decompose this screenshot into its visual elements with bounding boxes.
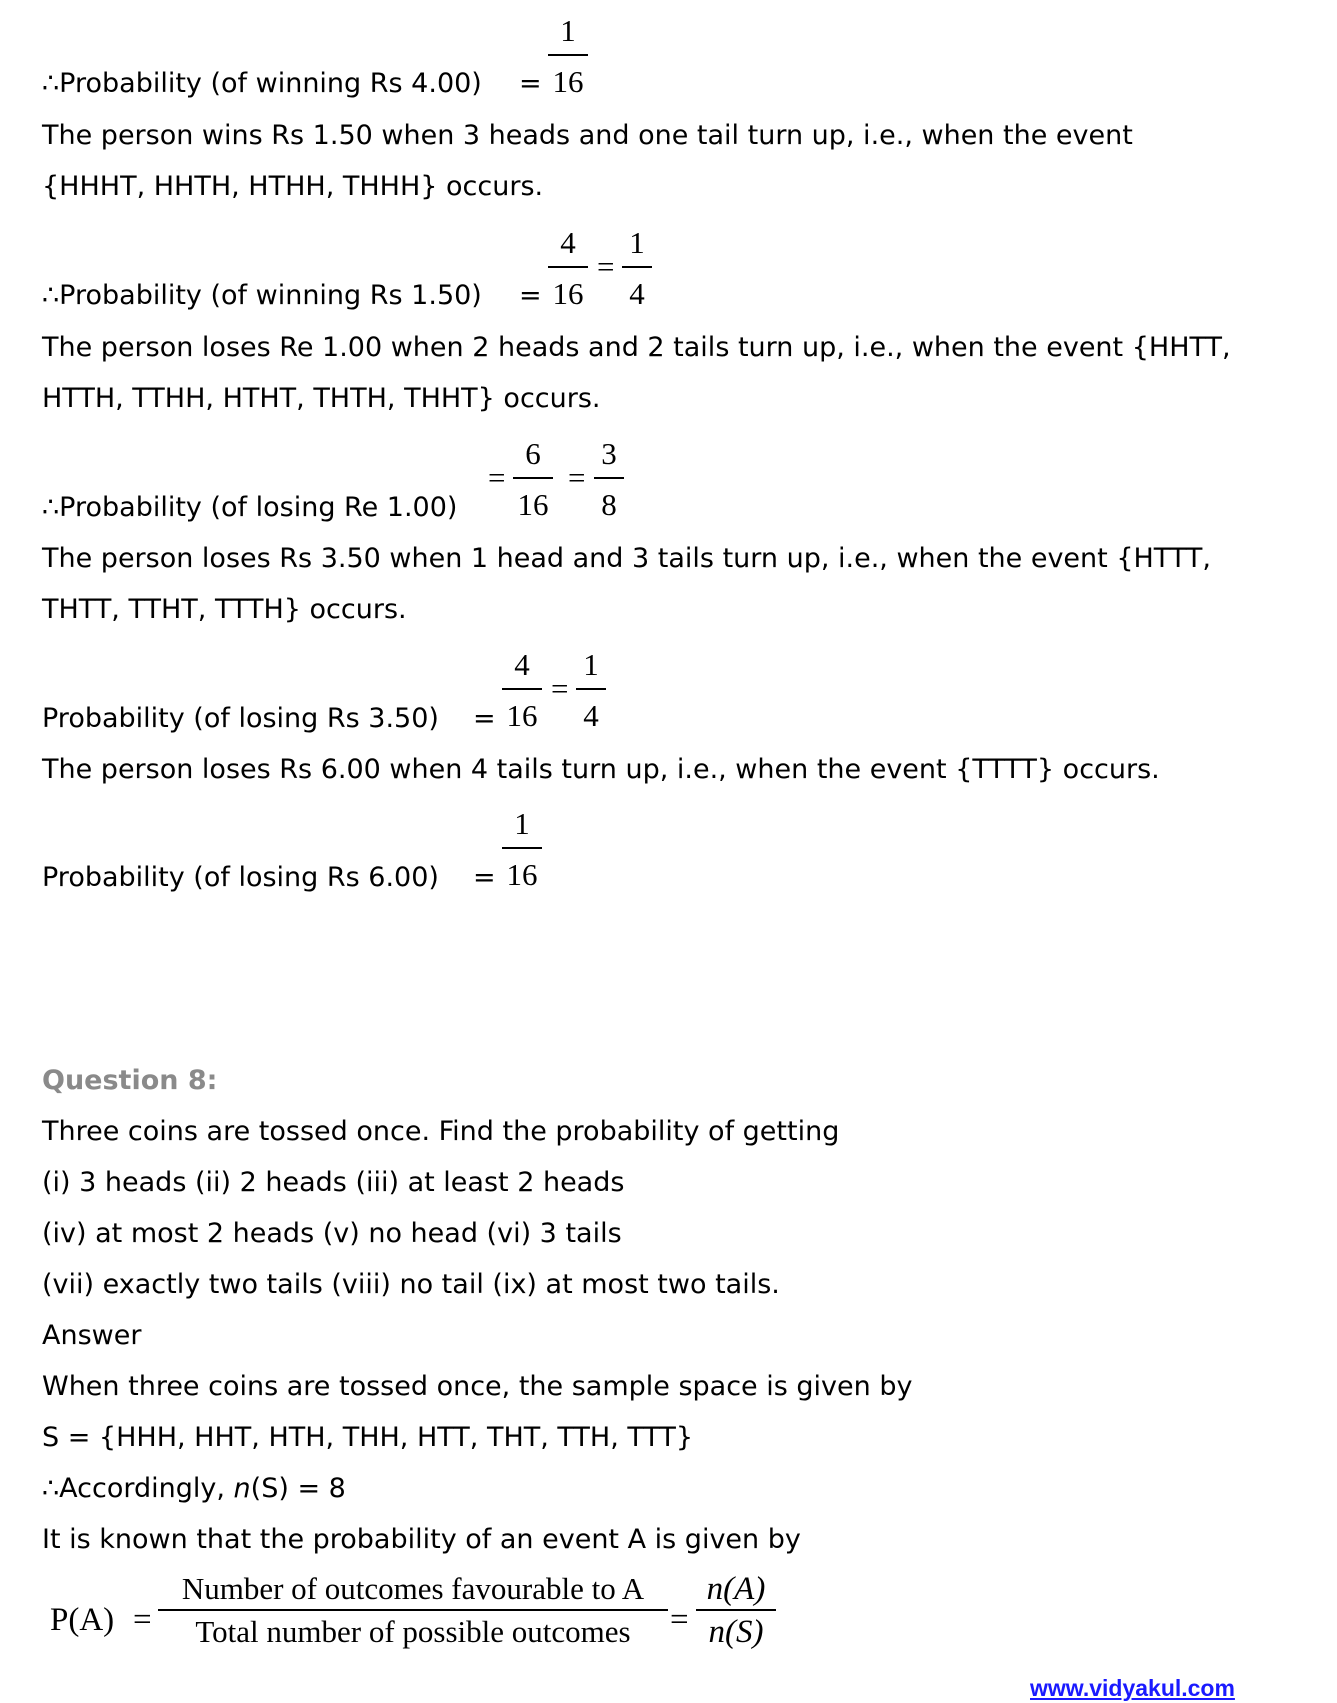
formula-main-fraction bbox=[158, 1572, 668, 1649]
answer-text: It is known that the probability of an event A is given by bbox=[42, 1524, 801, 1555]
question-text: (iv) at most 2 heads (v) no head (vi) 3 tails bbox=[42, 1218, 622, 1249]
fraction-bar bbox=[594, 477, 624, 479]
sample-count-suffix: (S) = 8 bbox=[250, 1473, 346, 1504]
fraction-1-16 bbox=[548, 14, 588, 99]
denominator: 8 bbox=[601, 487, 617, 522]
sample-count-prefix: ∴Accordingly, bbox=[42, 1473, 234, 1504]
fraction-3-8 bbox=[594, 437, 624, 522]
numerator: 4 bbox=[560, 225, 576, 260]
equals-sign: = bbox=[519, 68, 542, 99]
numerator: Number of outcomes favourable to A bbox=[181, 1571, 645, 1606]
question-heading: Question 8: bbox=[42, 1065, 218, 1096]
text-line: HTTH, TTHH, HTHT, THTH, THHT} occurs. bbox=[42, 383, 601, 414]
answer-label: Answer bbox=[42, 1320, 142, 1351]
text-line: The person loses Re 1.00 when 2 heads and 2 tails turn up, i.e., when the event {HHTT, bbox=[42, 332, 1231, 363]
denominator: 16 bbox=[506, 698, 538, 733]
fraction-bar bbox=[502, 847, 542, 849]
fraction-bar bbox=[576, 688, 606, 690]
fraction-4-16 bbox=[548, 226, 588, 311]
prob-lose-350-label: Probability (of losing Rs 3.50) bbox=[42, 703, 439, 734]
formula-lhs: P(A) bbox=[50, 1602, 115, 1638]
numerator: 6 bbox=[525, 436, 541, 471]
fraction-6-16 bbox=[513, 437, 553, 522]
formula-ratio-fraction bbox=[696, 1572, 776, 1649]
question-text: Three coins are tossed once. Find the probability of getting bbox=[42, 1116, 840, 1147]
numerator: 1 bbox=[629, 225, 645, 260]
equals-sign: = bbox=[597, 249, 615, 284]
fraction-1-16 bbox=[502, 807, 542, 892]
prob-lose-1-label: ∴Probability (of losing Re 1.00) bbox=[42, 492, 458, 523]
fraction-bar bbox=[696, 1609, 776, 1611]
equals-sign: = bbox=[670, 1602, 689, 1638]
question-text: (i) 3 heads (ii) 2 heads (iii) at least 2 heads bbox=[42, 1167, 625, 1198]
denominator: 16 bbox=[506, 857, 538, 892]
n-symbol: n bbox=[233, 1473, 251, 1504]
vidyakul-link[interactable]: www.vidyakul.com bbox=[1030, 1675, 1235, 1701]
equals-sign: = bbox=[551, 671, 569, 706]
prob-win-4-label: ∴Probability (of winning Rs 4.00) bbox=[42, 68, 482, 99]
numerator: 4 bbox=[514, 647, 530, 682]
numerator: 1 bbox=[560, 13, 576, 48]
text-line: THTT, TTHT, TTTH} occurs. bbox=[42, 594, 407, 625]
fraction-bar bbox=[502, 688, 542, 690]
denominator: 16 bbox=[552, 276, 584, 311]
sample-count bbox=[42, 1473, 346, 1505]
denominator: 4 bbox=[629, 276, 645, 311]
denominator: 16 bbox=[552, 64, 584, 99]
fraction-4-16 bbox=[502, 648, 542, 733]
equals-sign: = bbox=[568, 460, 586, 495]
prob-lose-6-label: Probability (of losing Rs 6.00) bbox=[42, 862, 439, 893]
equals-sign: = bbox=[133, 1602, 152, 1638]
numerator: 3 bbox=[601, 436, 617, 471]
fraction-bar bbox=[548, 54, 588, 56]
numerator: 1 bbox=[583, 647, 599, 682]
fraction-bar bbox=[158, 1609, 668, 1611]
question-text: (vii) exactly two tails (viii) no tail (ix) at most two tails. bbox=[42, 1269, 780, 1300]
fraction-1-4 bbox=[576, 648, 606, 733]
text-line: The person loses Rs 6.00 when 4 tails turn up, i.e., when the event {TTTT} occurs. bbox=[42, 754, 1160, 785]
equals-sign: = bbox=[473, 862, 496, 893]
equals-sign: = bbox=[473, 703, 496, 734]
fraction-1-4 bbox=[622, 226, 652, 311]
fraction-bar bbox=[622, 266, 652, 268]
numerator: n(A) bbox=[706, 1571, 766, 1607]
numerator: 1 bbox=[514, 806, 530, 841]
equals-sign: = bbox=[519, 280, 542, 311]
denominator: 4 bbox=[583, 698, 599, 733]
denominator: n(S) bbox=[708, 1614, 764, 1650]
fraction-bar bbox=[548, 266, 588, 268]
denominator: 16 bbox=[517, 487, 549, 522]
fraction-bar bbox=[513, 477, 553, 479]
text-line: The person wins Rs 1.50 when 3 heads and one tail turn up, i.e., when the event bbox=[42, 120, 1133, 151]
prob-win-150-label: ∴Probability (of winning Rs 1.50) bbox=[42, 280, 482, 311]
denominator: Total number of possible outcomes bbox=[195, 1614, 631, 1649]
equals-sign: = bbox=[488, 460, 506, 495]
sample-space: S = {HHH, HHT, HTH, THH, HTT, THT, TTH, TTT} bbox=[42, 1422, 694, 1453]
text-line: The person loses Rs 3.50 when 1 head and 3 tails turn up, i.e., when the event {HTTT, bbox=[42, 543, 1211, 574]
answer-text: When three coins are tossed once, the sample space is given by bbox=[42, 1371, 913, 1402]
text-line: {HHHT, HHTH, HTHH, THHH} occurs. bbox=[42, 171, 544, 202]
